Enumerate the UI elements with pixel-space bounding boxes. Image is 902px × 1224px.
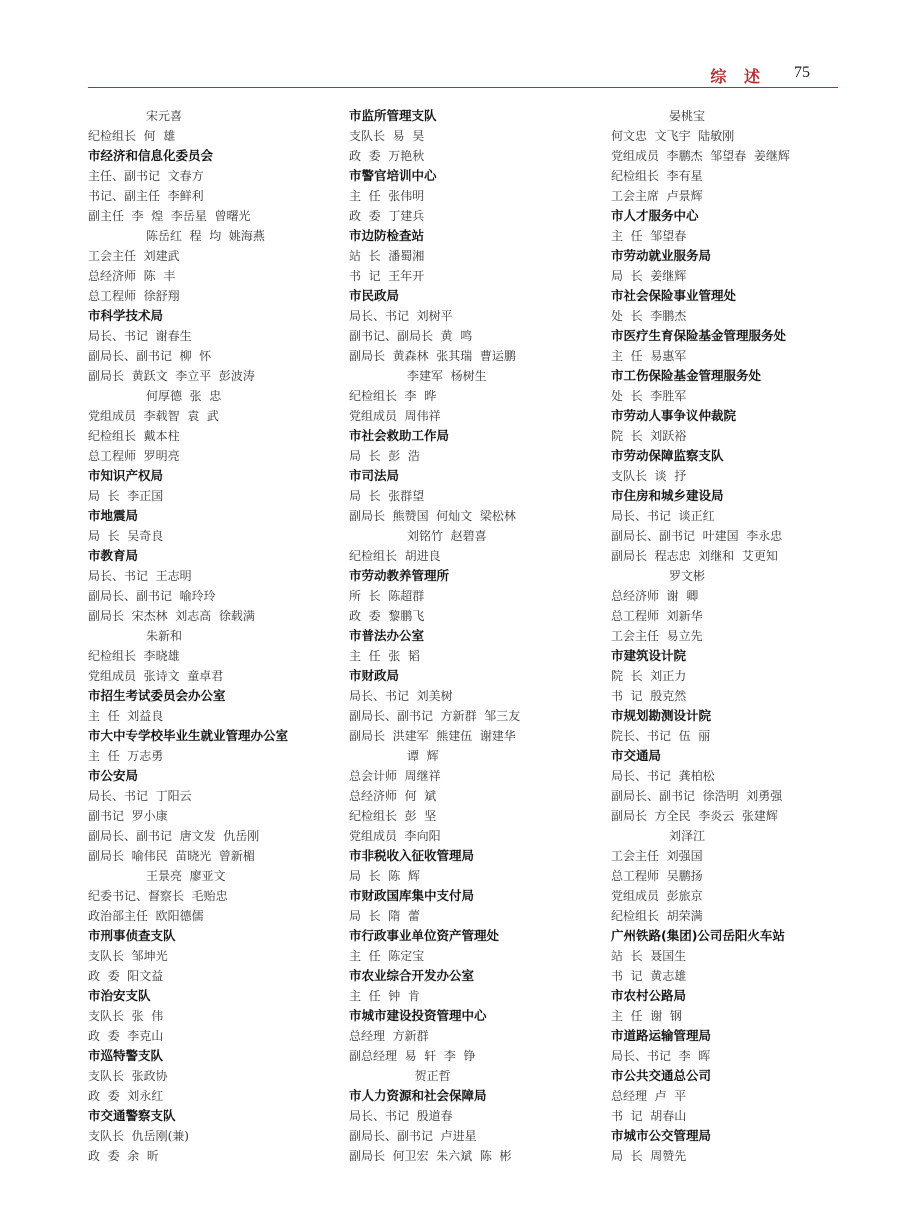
person-line: 站 长 潘蜀湘	[349, 249, 425, 263]
person-line: 书 记 胡春山	[611, 1109, 687, 1123]
person-line: 院 长 刘正力	[611, 669, 687, 683]
org-heading: 市行政事业单位资产管理处	[349, 928, 500, 943]
person-line: 主 任 邹望春	[611, 229, 687, 243]
person-line: 总经济师 陈 丰	[88, 269, 176, 283]
person-line: 所 长 陈超群	[349, 589, 425, 603]
person-line: 主 任 谢 钢	[611, 1009, 682, 1023]
person-line: 主 任 张 韬	[349, 649, 420, 663]
person-line: 支队长 张 伟	[88, 1009, 164, 1023]
person-line: 总工程师 徐舒翔	[88, 289, 180, 303]
person-continuation: 宋元喜	[146, 109, 183, 123]
person-line: 处 长 李鹏杰	[611, 309, 687, 323]
person-line: 局长、书记 刘美树	[349, 689, 453, 703]
person-line: 局长、书记 谢春生	[88, 329, 192, 343]
person-continuation: 陈岳红 程 均 姚海燕	[146, 229, 265, 243]
person-line: 总经理 卢 平	[611, 1089, 687, 1103]
header-rule	[88, 87, 838, 88]
person-line: 何文忠 文飞宇 陆敏刚	[611, 129, 735, 143]
column-1	[88, 106, 338, 1166]
org-heading: 市招生考试委员会办公室	[88, 688, 226, 703]
person-line: 主 任 刘益良	[88, 709, 164, 723]
person-line: 总工程师 吴鹏扬	[611, 869, 703, 883]
org-heading: 市地震局	[88, 508, 139, 523]
org-heading: 市道路运输管理局	[611, 1028, 712, 1043]
person-line: 副局长、副书记 柳 怀	[88, 349, 212, 363]
person-continuation: 贺正哲	[407, 1069, 451, 1083]
person-line: 纪检组长 李 晔	[349, 389, 437, 403]
org-heading: 市监所管理支队	[349, 108, 437, 123]
person-line: 局 长 吴奇良	[88, 529, 164, 543]
org-heading: 市城市建设投资管理中心	[349, 1008, 487, 1023]
person-line: 局 长 陈 辉	[349, 869, 420, 883]
person-line: 政 委 黎鹏飞	[349, 609, 425, 623]
person-line: 纪检组长 胡进良	[349, 549, 441, 563]
person-line: 支队长 易 昊	[349, 129, 425, 143]
org-heading: 市财政国库集中支付局	[349, 888, 475, 903]
org-heading: 市住房和城乡建设局	[611, 488, 724, 503]
person-line: 局长、书记 丁阳云	[88, 789, 192, 803]
person-line: 局 长 姜继辉	[611, 269, 687, 283]
person-line: 副总经理 易 轩 李 铮	[349, 1049, 476, 1063]
person-line: 支队长 仇岳刚(兼)	[88, 1129, 189, 1143]
person-line: 副局长 黄森林 张其瑞 曹运鹏	[349, 349, 516, 363]
person-line: 副书记、副局长 黄 鸣	[349, 329, 473, 343]
org-heading: 市人才服务中心	[611, 208, 699, 223]
person-continuation: 朱新和	[146, 629, 183, 643]
org-heading: 市财政局	[349, 668, 400, 683]
person-line: 局长、书记 殷道春	[349, 1109, 453, 1123]
person-line: 工会主席 卢景辉	[611, 189, 703, 203]
person-line: 总经济师 谢 卿	[611, 589, 699, 603]
org-heading: 市社会保险事业管理处	[611, 288, 737, 303]
org-heading: 市人力资源和社会保障局	[349, 1088, 487, 1103]
org-heading: 市非税收入征收管理局	[349, 848, 475, 863]
org-heading: 市医疗生育保险基金管理服务处	[611, 328, 787, 343]
org-heading: 市农业综合开发办公室	[349, 968, 475, 983]
org-heading: 市工伤保险基金管理服务处	[611, 368, 762, 383]
person-line: 纪检组长 彭 坚	[349, 809, 437, 823]
person-line: 支队长 邹坤光	[88, 949, 168, 963]
person-line: 副局长 宋杰林 刘志高 徐载满	[88, 609, 255, 623]
person-line: 主任、副书记 文春方	[88, 169, 204, 183]
person-line: 党组成员 周伟祥	[349, 409, 441, 423]
person-line: 纪委书记、督察长 毛贻忠	[88, 889, 228, 903]
person-line: 党组成员 李载智 袁 武	[88, 409, 219, 423]
person-line: 局 长 周赞先	[611, 1149, 687, 1163]
person-line: 副局长、副书记 唐文发 仇岳刚	[88, 829, 260, 843]
org-heading: 市农村公路局	[611, 988, 687, 1003]
person-line: 院 长 刘跃裕	[611, 429, 687, 443]
person-line: 副局长 洪建军 熊建伍 谢建华	[349, 729, 516, 743]
person-line: 总经济师 何 斌	[349, 789, 437, 803]
person-line: 政 委 余 昕	[88, 1149, 159, 1163]
org-heading: 市警官培训中心	[349, 168, 437, 183]
person-line: 总经理 方新群	[349, 1029, 429, 1043]
person-continuation: 晏桃宝	[669, 109, 706, 123]
org-heading: 市治安支队	[88, 988, 151, 1003]
person-continuation: 谭 辉	[407, 749, 439, 763]
org-heading: 市城市公交管理局	[611, 1128, 712, 1143]
org-heading: 市巡特警支队	[88, 1048, 164, 1063]
person-line: 副局长、副书记 卢进星	[349, 1129, 477, 1143]
person-line: 主 任 易惠军	[611, 349, 687, 363]
person-line: 副局长 程志忠 刘继和 艾更知	[611, 549, 778, 563]
person-line: 政 委 丁建兵	[349, 209, 425, 223]
person-line: 政 委 刘永红	[88, 1089, 164, 1103]
person-line: 工会主任 刘建武	[88, 249, 180, 263]
person-line: 政 委 阳文益	[88, 969, 164, 983]
org-heading: 市普法办公室	[349, 628, 425, 643]
person-line: 总工程师 刘新华	[611, 609, 703, 623]
org-heading: 市社会救助工作局	[349, 428, 450, 443]
org-heading: 市交通局	[611, 748, 662, 763]
org-heading: 市边防检查站	[349, 228, 425, 243]
person-line: 局长、书记 刘树平	[349, 309, 453, 323]
page-number: 75	[794, 64, 810, 81]
org-heading: 市经济和信息化委员会	[88, 148, 214, 163]
person-line: 纪检组长 何 雄	[88, 129, 176, 143]
person-line: 党组成员 李向阳	[349, 829, 441, 843]
person-continuation: 何厚德 张 忠	[146, 389, 222, 403]
org-heading: 市民政局	[349, 288, 400, 303]
person-line: 局 长 张群望	[349, 489, 425, 503]
org-heading: 市劳动就业服务局	[611, 248, 712, 263]
person-line: 书 记 王年开	[349, 269, 425, 283]
person-line: 局长、书记 王志明	[88, 569, 192, 583]
person-line: 政 委 万艳秋	[349, 149, 425, 163]
person-continuation: 刘铭竹 赵碧喜	[407, 529, 487, 543]
org-heading: 市司法局	[349, 468, 400, 483]
org-heading: 市教育局	[88, 548, 139, 563]
person-line: 纪检组长 戴本柱	[88, 429, 180, 443]
person-line: 副局长 熊赞国 何灿文 梁松林	[349, 509, 516, 523]
person-continuation: 王景亮 廖亚文	[146, 869, 226, 883]
person-line: 主 任 张伟明	[349, 189, 425, 203]
person-line: 副局长、副书记 方新群 邹三友	[349, 709, 521, 723]
person-line: 书 记 殷克然	[611, 689, 687, 703]
org-heading: 市劳动保障监察支队	[611, 448, 724, 463]
person-line: 支队长 谈 抒	[611, 469, 687, 483]
org-heading: 市知识产权局	[88, 468, 164, 483]
person-line: 支队长 张政协	[88, 1069, 168, 1083]
person-line: 党组成员 李鹏杰 邹望春 姜继辉	[611, 149, 790, 163]
person-line: 总会计师 周继祥	[349, 769, 441, 783]
person-line: 政 委 李克山	[88, 1029, 164, 1043]
person-line: 工会主任 易立先	[611, 629, 703, 643]
person-line: 政治部主任 欧阳德儒	[88, 909, 204, 923]
person-line: 纪检组长 胡荣满	[611, 909, 703, 923]
person-line: 院长、书记 伍 丽	[611, 729, 711, 743]
person-line: 书记、副主任 李鲜利	[88, 189, 204, 203]
person-line: 局 长 李正国	[88, 489, 164, 503]
person-line: 副局长 喻伟民 苗晓光 曾新楣	[88, 849, 255, 863]
person-line: 主 任 钟 肯	[349, 989, 420, 1003]
person-line: 纪检组长 李晓雄	[88, 649, 180, 663]
person-line: 局 长 隋 蕾	[349, 909, 420, 923]
person-line: 副书记 罗小康	[88, 809, 168, 823]
org-heading: 广州铁路(集团)公司岳阳火车站	[611, 928, 785, 943]
org-heading: 市规划勘测设计院	[611, 708, 712, 723]
org-heading: 市科学技术局	[88, 308, 164, 323]
person-line: 主 任 万志勇	[88, 749, 164, 763]
person-line: 处 长 李胜军	[611, 389, 687, 403]
column-2	[349, 106, 599, 1166]
person-line: 副局长、副书记 叶建国 李永忠	[611, 529, 783, 543]
person-line: 副局长 何卫宏 朱六斌 陈 彬	[349, 1149, 512, 1163]
person-line: 局长、书记 谈正红	[611, 509, 715, 523]
person-line: 工会主任 刘强国	[611, 849, 703, 863]
person-line: 副主任 李 煌 李岳星 曾曙光	[88, 209, 251, 223]
person-continuation: 刘泽江	[669, 829, 706, 843]
person-line: 主 任 陈定宝	[349, 949, 425, 963]
person-line: 副局长、副书记 喻玲玲	[88, 589, 216, 603]
person-line: 站 长 聂国生	[611, 949, 687, 963]
person-line: 副局长、副书记 徐浩明 刘勇强	[611, 789, 783, 803]
person-line: 副局长 黄跃文 李立平 彭波涛	[88, 369, 255, 383]
person-line: 党组成员 张诗文 童卓君	[88, 669, 224, 683]
org-heading: 市大中专学校毕业生就业管理办公室	[88, 728, 289, 743]
person-line: 局 长 彭 浩	[349, 449, 420, 463]
org-heading: 市劳动教养管理所	[349, 568, 450, 583]
org-heading: 市劳动人事争议仲裁院	[611, 408, 737, 423]
org-heading: 市交通警察支队	[88, 1108, 176, 1123]
person-line: 局长、书记 龚柏松	[611, 769, 715, 783]
page-header	[0, 0, 902, 90]
person-line: 纪检组长 李有星	[611, 169, 703, 183]
person-continuation: 李建军 杨树生	[407, 369, 487, 383]
person-line: 书 记 黄志雄	[611, 969, 687, 983]
person-line: 局长、书记 李 晖	[611, 1049, 711, 1063]
person-line: 党组成员 彭旅京	[611, 889, 703, 903]
person-continuation: 罗文彬	[669, 569, 706, 583]
org-heading: 市建筑设计院	[611, 648, 687, 663]
org-heading: 市公共交通总公司	[611, 1068, 712, 1083]
person-line: 副局长 方全民 李炎云 张建辉	[611, 809, 778, 823]
section-title: 综 述	[710, 67, 766, 86]
org-heading: 市刑事侦查支队	[88, 928, 176, 943]
person-line: 总工程师 罗明亮	[88, 449, 180, 463]
column-3	[611, 106, 861, 1166]
org-heading: 市公安局	[88, 768, 139, 783]
